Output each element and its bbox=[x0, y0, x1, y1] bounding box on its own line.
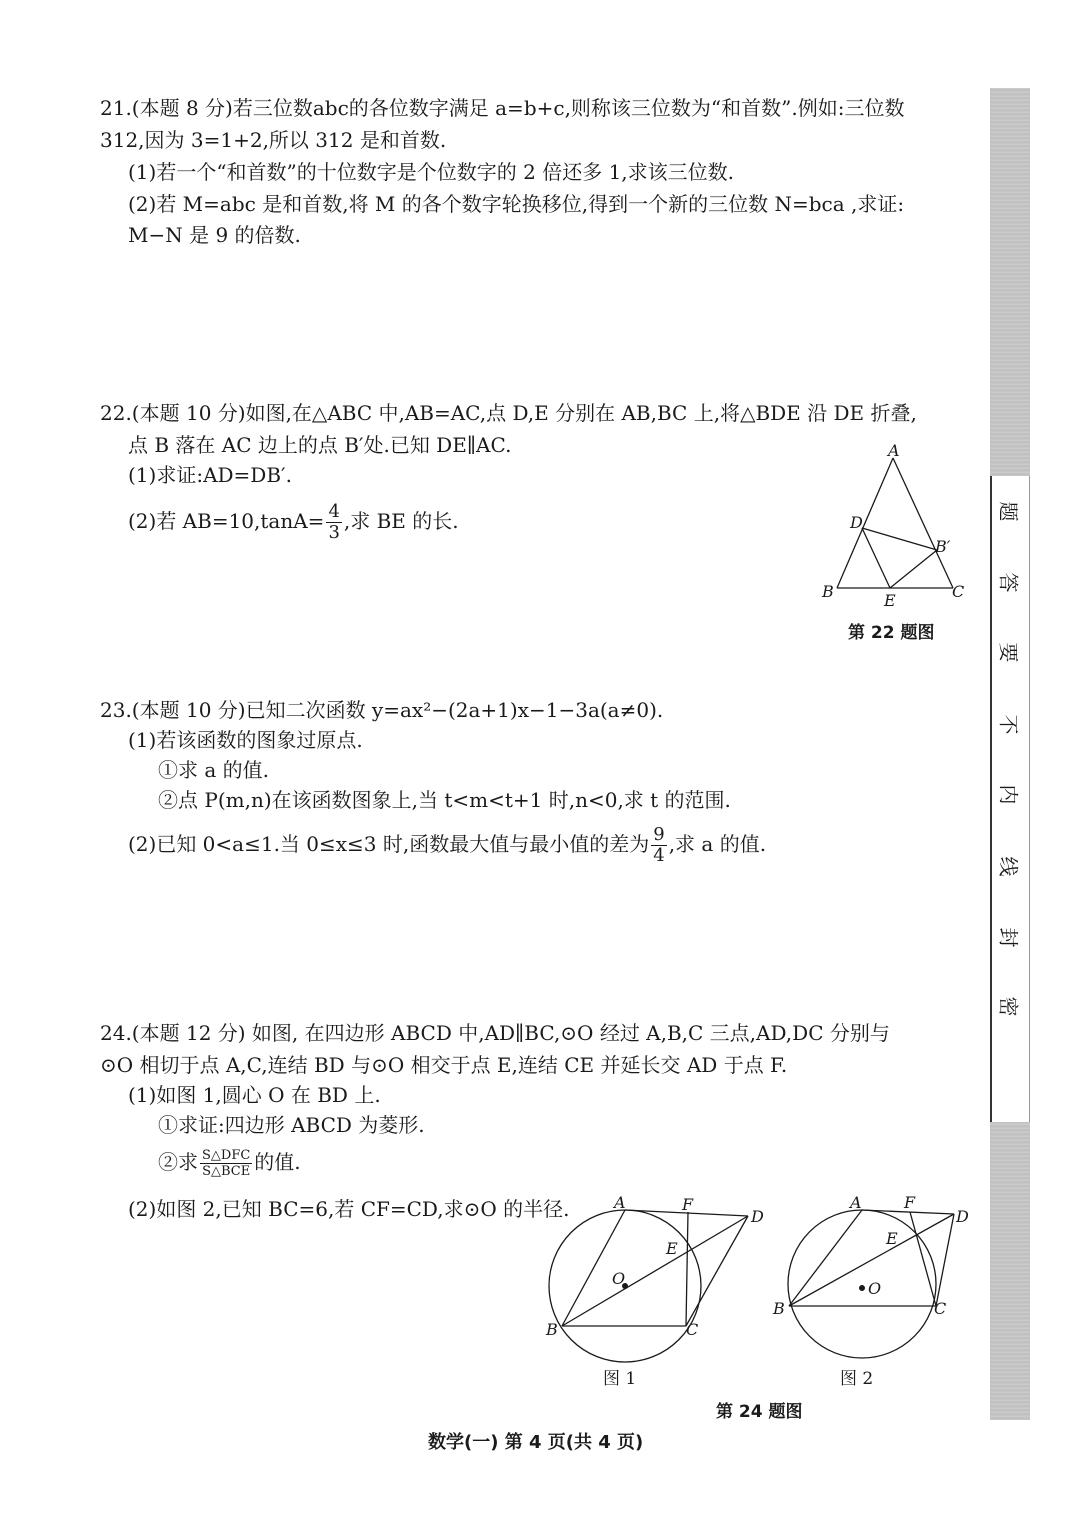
binding-strip bbox=[990, 88, 1030, 1420]
q22-part2-pre: (2)若 AB=10,tanA= bbox=[128, 509, 325, 533]
seal-char-8: 密 bbox=[996, 996, 1021, 1017]
q22-label-e: E bbox=[884, 591, 896, 610]
q21-line2: 312,因为 3=1+2,所以 312 是和首数. bbox=[100, 128, 447, 152]
seal-char-2: 答 bbox=[996, 572, 1021, 593]
fig2-label-e: E bbox=[886, 1229, 898, 1248]
q24-line1: 24.(本题 12 分) 如图, 在四边形 ABCD 中,AD∥BC,⊙O 经过 A,B,C 三点,AD,DC 分别与 bbox=[100, 1021, 890, 1045]
q24-part1b-pre: ②求 bbox=[158, 1150, 198, 1174]
q24-caption: 第 24 题图 bbox=[716, 1402, 803, 1422]
q21-line1: 21.(本题 8 分)若三位数abc的各位数字满足 a=b+c,则称该三位数为“和首数”.例如:三位数 bbox=[100, 96, 905, 120]
fig2-center-dot bbox=[859, 1285, 865, 1291]
q21-part1: (1)若一个“和首数”的十位数字是个位数字的 2 倍还多 1,求该三位数. bbox=[128, 160, 735, 184]
q22-label-a: A bbox=[888, 441, 900, 460]
fig1-label-e: E bbox=[666, 1239, 678, 1258]
q22-seg-ab bbox=[837, 458, 893, 588]
q23-part1: (1)若该函数的图象过原点. bbox=[128, 728, 363, 752]
fig1-label-b: B bbox=[546, 1320, 558, 1339]
q24-fig2-label: 图 2 bbox=[840, 1369, 874, 1389]
page-footer: 数学(一) 第 4 页(共 4 页) bbox=[428, 1432, 644, 1453]
q22-line2: 点 B 落在 AC 边上的点 B′处.已知 DE∥AC. bbox=[128, 433, 512, 457]
fig1-seg-cf bbox=[686, 1212, 688, 1326]
q22-frac-den: 3 bbox=[328, 522, 340, 543]
q22-frac-num: 4 bbox=[328, 501, 340, 522]
fig1-seg-dc bbox=[686, 1216, 748, 1326]
q24-figure1 bbox=[540, 1192, 770, 1392]
fig1-label-o: O bbox=[612, 1269, 626, 1288]
q22-part1: (1)求证:AD=DB′. bbox=[128, 463, 292, 487]
fig2-label-a: A bbox=[850, 1193, 862, 1212]
fig1-label-a: A bbox=[614, 1193, 626, 1212]
q22-caption: 第 22 题图 bbox=[848, 623, 935, 643]
q22-seg-de bbox=[862, 528, 890, 588]
fig1-label-f: F bbox=[682, 1195, 694, 1214]
seal-char-3: 要 bbox=[996, 642, 1021, 663]
q24-fig1-label: 图 1 bbox=[603, 1369, 637, 1389]
q24-part1a: ①求证:四边形 ABCD 为菱形. bbox=[158, 1113, 425, 1137]
q24-ratio-num: S△DFC bbox=[202, 1148, 251, 1163]
q22-label-b: B bbox=[822, 582, 834, 601]
fig2-label-b: B bbox=[773, 1299, 785, 1318]
q22-label-bprime: B′ bbox=[935, 537, 951, 556]
q23-part2 bbox=[128, 825, 766, 866]
seal-char-6: 线 bbox=[996, 856, 1021, 877]
q22-seg-ac bbox=[893, 458, 953, 588]
fig2-label-o: O bbox=[868, 1279, 882, 1298]
q23-part1b: ②点 P(m,n)在该函数图象上,当 t<m<t+1 时,n<0,求 t 的范围. bbox=[158, 788, 731, 812]
fig2-label-d: D bbox=[956, 1207, 969, 1226]
fig2-seg-ab bbox=[789, 1210, 862, 1306]
q23-frac-den: 4 bbox=[653, 845, 665, 866]
q24-part2: (2)如图 2,已知 BC=6,若 CF=CD,求⊙O 的半径. bbox=[128, 1197, 570, 1221]
seal-char-7: 封 bbox=[996, 927, 1021, 948]
q22-seg-ebp bbox=[890, 550, 937, 588]
q21-part2: (2)若 M=abc 是和首数,将 M 的各个数字轮换移位,得到一个新的三位数 N=bca ,求证: bbox=[128, 192, 905, 216]
fig1-label-c: C bbox=[686, 1320, 699, 1339]
q22-figure bbox=[810, 440, 980, 615]
seal-char-4: 不 bbox=[996, 714, 1021, 735]
q22-label-c: C bbox=[952, 582, 965, 601]
q23-part2-post: ,求 a 的值. bbox=[668, 832, 767, 856]
fig2-label-f: F bbox=[904, 1193, 916, 1212]
q24-part1b-post: 的值. bbox=[254, 1150, 301, 1174]
q24-part1: (1)如图 1,圆心 O 在 BD 上. bbox=[128, 1083, 381, 1107]
q23-line1: 23.(本题 10 分)已知二次函数 y=ax²−(2a+1)x−1−3a(a≠0). bbox=[100, 698, 664, 722]
q24-line2: ⊙O 相切于点 A,C,连结 BD 与⊙O 相交于点 E,连结 CE 并延长交 AD 于点 F. bbox=[100, 1053, 788, 1077]
q22-fraction bbox=[326, 502, 341, 543]
q22-seg-dbp bbox=[862, 528, 937, 550]
q24-part1b bbox=[158, 1148, 301, 1179]
q22-line1: 22.(本题 10 分)如图,在△ABC 中,AB=AC,点 D,E 分别在 AB,BC 上,将△BDE 沿 DE 折叠, bbox=[100, 401, 917, 425]
q22-label-d: D bbox=[850, 513, 863, 532]
q23-part2-pre: (2)已知 0<a≤1.当 0≤x≤3 时,函数最大值与最小值的差为 bbox=[128, 832, 650, 856]
seal-char-5: 内 bbox=[996, 784, 1021, 805]
fig1-label-d: D bbox=[751, 1207, 764, 1226]
q24-figure2 bbox=[770, 1192, 980, 1392]
fig2-label-c: C bbox=[934, 1299, 947, 1318]
q22-part2 bbox=[128, 502, 459, 543]
q23-part1a: ①求 a 的值. bbox=[158, 758, 269, 782]
seal-char-1: 题 bbox=[996, 501, 1021, 522]
fig1-seg-bd bbox=[562, 1216, 748, 1326]
fig1-seg-ab bbox=[562, 1210, 625, 1326]
q24-ratio-den: S△BCE bbox=[202, 1164, 251, 1179]
fig2-seg-dc bbox=[936, 1214, 954, 1306]
q21-part2-cont: M−N 是 9 的倍数. bbox=[128, 223, 301, 247]
q23-frac-num: 9 bbox=[653, 824, 665, 845]
q23-fraction bbox=[651, 825, 666, 866]
q24-area-ratio bbox=[200, 1148, 252, 1179]
q22-part2-post: ,求 BE 的长. bbox=[343, 509, 459, 533]
fig2-circle bbox=[788, 1210, 936, 1358]
